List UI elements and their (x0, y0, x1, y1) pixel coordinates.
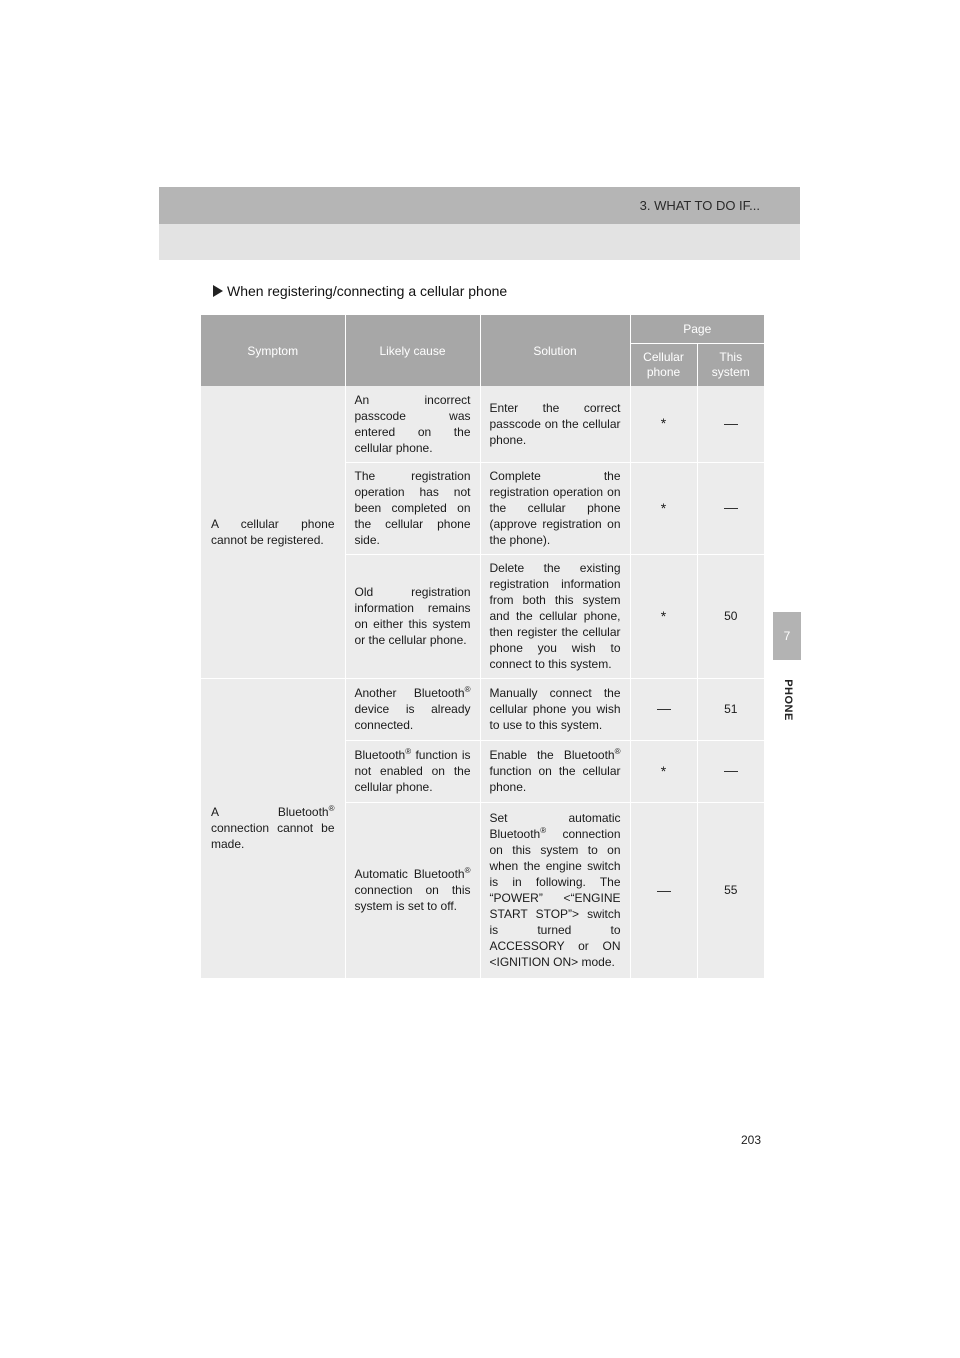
system-page-cell (697, 462, 764, 554)
page-number: 203 (741, 1133, 762, 1147)
table-row (201, 678, 764, 740)
system-page-cell: 55 (697, 802, 764, 978)
dash-mark (724, 771, 738, 772)
asterisk-mark: * (660, 607, 667, 624)
system-page-cell: 51 (697, 678, 764, 740)
chapter-tab (773, 612, 801, 660)
cause-cell: Bluetooth® function is not enabled on the cellular phone. (345, 740, 480, 802)
header-cellular-phone: Cellular phone (630, 343, 697, 386)
header-page: Page (630, 315, 764, 343)
solution-cell: Delete the existing registration information from both this system and the cellular phone, then register the cellular phone you wish to connect to this system. (480, 554, 630, 678)
header-solution: Solution (480, 315, 630, 386)
chapter-number: 7 (783, 629, 791, 643)
system-page-cell (697, 740, 764, 802)
dash-mark (657, 709, 671, 710)
cause-cell: Old registration information remains on either this system or the cellular phone. (345, 554, 480, 678)
solution-cell: Manually connect the cellular phone you wish to use to this system. (480, 678, 630, 740)
table-row (201, 386, 764, 462)
dash-mark (724, 424, 738, 425)
cause-cell: An incorrect passcode was entered on the cellular phone. (345, 386, 480, 462)
cause-cell: The registration operation has not been completed on the cellular phone side. (345, 462, 480, 554)
troubleshooting-table (201, 315, 764, 978)
solution-cell: Enable the Bluetooth® function on the cellular phone. (480, 740, 630, 802)
cellular-page-cell (630, 462, 697, 554)
solution-cell: Enter the correct passcode on the cellular phone. (480, 386, 630, 462)
cellular-page-cell (630, 740, 697, 802)
chapter-label-text: PHONE (782, 679, 794, 721)
header-this-system: This system (697, 343, 764, 386)
dash-mark (724, 508, 738, 509)
chapter-label (778, 672, 794, 732)
cause-cell: Automatic Bluetooth® connection on this system is set to off. (345, 802, 480, 978)
header-likely-cause: Likely cause (345, 315, 480, 386)
section-heading-text: When registering/connecting a cellular phone (227, 283, 508, 299)
symptom-cell: A Bluetooth® connection cannot be made. (201, 678, 345, 978)
dash-mark (657, 891, 671, 892)
section-heading (213, 283, 507, 299)
asterisk-mark: * (660, 499, 667, 516)
cellular-page-cell (630, 802, 697, 978)
cellular-page-cell (630, 386, 697, 462)
solution-cell: Set automatic Bluetooth® connection on this system to on when the engine switch is in following. The “POWER” <“ENGINE START STOP”> switch is turned to ACCESSORY or ON <IGNITION ON> mode. (480, 802, 630, 978)
cellular-page-cell (630, 678, 697, 740)
symptom-cell: A cellular phone cannot be registered. (201, 386, 345, 678)
system-page-cell (697, 386, 764, 462)
header-band (159, 187, 800, 224)
cellular-page-cell (630, 554, 697, 678)
cause-cell: Another Bluetooth® device is already connected. (345, 678, 480, 740)
header-subband (159, 224, 800, 260)
chapter-title: 3. WHAT TO DO IF... (639, 198, 760, 213)
solution-cell: Complete the registration operation on the cellular phone (approve registration on the phone). (480, 462, 630, 554)
header-symptom: Symptom (201, 315, 345, 386)
triangle-bullet-icon (213, 285, 223, 297)
asterisk-mark: * (660, 415, 667, 432)
asterisk-mark: * (660, 762, 667, 779)
system-page-cell: 50 (697, 554, 764, 678)
